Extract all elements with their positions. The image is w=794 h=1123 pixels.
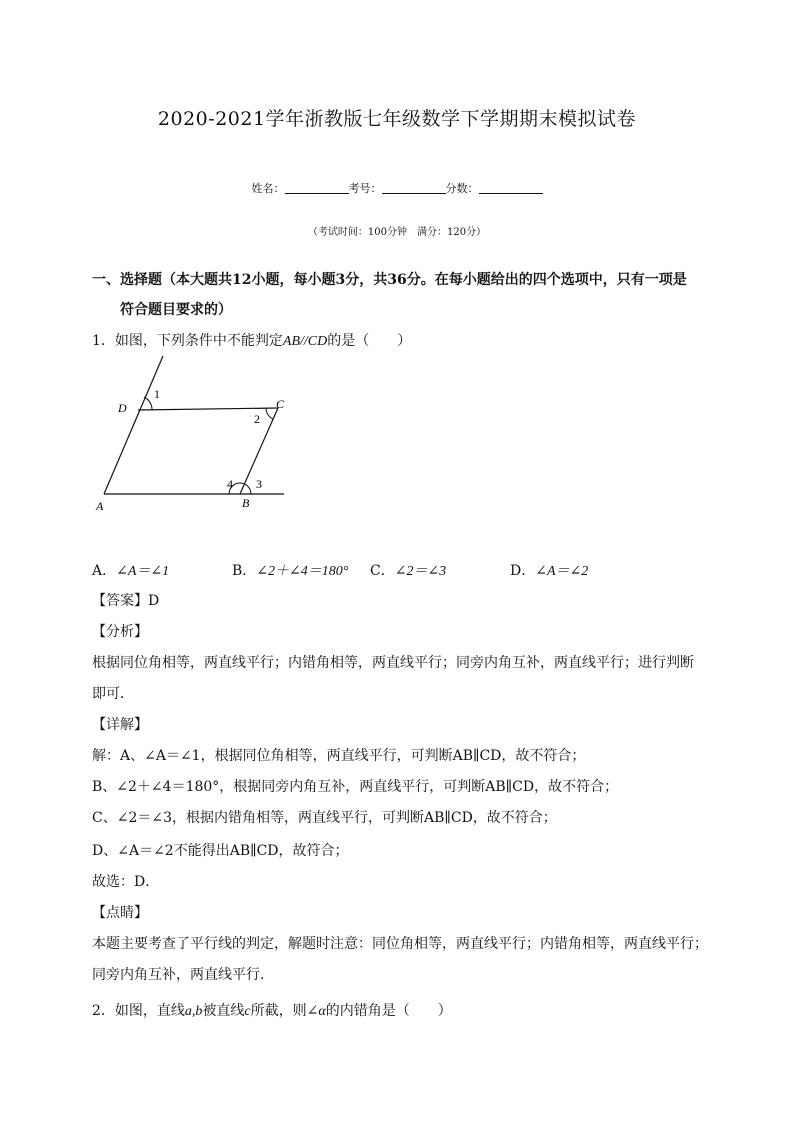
question-2-stem bbox=[92, 1000, 452, 1020]
name-blank[interactable] bbox=[285, 182, 349, 194]
detail-line: C、∠2＝∠3，根据内错角相等，两直线平行，可判断AB∥CD，故不符合； bbox=[92, 810, 557, 826]
line-dc bbox=[138, 408, 278, 410]
detail-line: 故选：D． bbox=[92, 874, 160, 890]
label-2: 2 bbox=[254, 412, 260, 426]
q2-stem-c: c bbox=[244, 1004, 251, 1019]
option-c-expr: ∠2＝∠3 bbox=[394, 564, 447, 579]
q2-stem-angle: ∠α bbox=[306, 1004, 326, 1019]
question-1-stem bbox=[92, 330, 411, 350]
label-d: D bbox=[118, 401, 127, 415]
option-c[interactable] bbox=[370, 560, 446, 580]
section-heading: 一、选择题（本大题共12小题，每小题3分，共36分。在每小题给出的四个选项中，只有一项是 bbox=[92, 272, 687, 288]
analysis-text-continued: 即可． bbox=[92, 686, 134, 702]
q2-stem-suffix: 的内错角是（ ） bbox=[325, 1003, 452, 1019]
q1-stem-prefix: 1．如图，下列条件中不能判定 bbox=[92, 333, 283, 349]
comment-label: 【点睛】 bbox=[92, 905, 148, 921]
detail-line: 解：A、∠A＝∠1，根据同位角相等，两直线平行，可判断AB∥CD，故不符合； bbox=[92, 748, 586, 764]
q1-stem-suffix: 的是（ ） bbox=[327, 333, 412, 349]
page-title: 2020-2021学年浙教版七年级数学下学期期末模拟试卷 bbox=[157, 108, 637, 130]
detail-label: 【详解】 bbox=[92, 717, 148, 733]
analysis-label: 【分析】 bbox=[92, 624, 148, 640]
exam-number-label: 考号： bbox=[348, 182, 382, 195]
option-b[interactable] bbox=[232, 560, 348, 580]
label-1: 1 bbox=[154, 387, 160, 401]
exam-note: （考试时间：100分钟 满分：120分） bbox=[307, 227, 487, 238]
detail-line: B、∠2＋∠4＝180°，根据同旁内角互补，两直线平行，可判断AB∥CD，故不符合； bbox=[92, 779, 619, 795]
comment-text: 本题主要考查了平行线的判定，解题时注意：同位角相等，两直线平行；内错角相等，两直线平行； bbox=[92, 936, 708, 952]
q2-stem-ab: a,b bbox=[184, 1004, 203, 1019]
option-d-expr: ∠A＝∠2 bbox=[535, 564, 589, 579]
label-3: 3 bbox=[256, 477, 262, 491]
q1-stem-math: AB//CD bbox=[282, 334, 328, 349]
option-c-letter: C． bbox=[370, 563, 395, 579]
section-heading-continued: 符合题目要求的） bbox=[120, 302, 232, 318]
student-info-line bbox=[0, 180, 794, 196]
option-a-expr: ∠A＝∠1 bbox=[116, 564, 170, 579]
exam-number-blank[interactable] bbox=[382, 182, 446, 194]
option-a[interactable] bbox=[92, 560, 169, 580]
option-b-letter: B． bbox=[232, 563, 257, 579]
parallelogram-figure bbox=[88, 350, 298, 520]
line-ad-extended bbox=[104, 356, 163, 494]
answer: 【答案】D bbox=[92, 593, 160, 609]
option-b-expr: ∠2＋∠4＝180° bbox=[256, 564, 349, 579]
q2-stem-prefix: 2．如图，直线 bbox=[92, 1003, 185, 1019]
name-label: 姓名： bbox=[251, 182, 285, 195]
analysis-text: 根据同位角相等，两直线平行；内错角相等，两直线平行；同旁内角互补，两直线平行；进行判断 bbox=[92, 655, 694, 671]
option-d-letter: D． bbox=[510, 563, 536, 579]
angle-2-arc bbox=[266, 408, 273, 419]
label-a: A bbox=[96, 499, 104, 513]
option-a-letter: A． bbox=[92, 563, 117, 579]
label-b: B bbox=[242, 496, 250, 510]
q2-stem-mid: 被直线 bbox=[202, 1003, 245, 1019]
score-label: 分数： bbox=[445, 182, 479, 195]
q2-stem-mid2: 所截，则 bbox=[250, 1003, 307, 1019]
label-4: 4 bbox=[227, 477, 233, 491]
score-blank[interactable] bbox=[479, 182, 543, 194]
label-c: C bbox=[276, 397, 285, 411]
detail-line: D、∠A＝∠2不能得出AB∥CD，故符合； bbox=[92, 843, 349, 859]
option-d[interactable] bbox=[510, 560, 588, 580]
comment-text-continued: 同旁内角互补，两直线平行． bbox=[92, 967, 274, 983]
